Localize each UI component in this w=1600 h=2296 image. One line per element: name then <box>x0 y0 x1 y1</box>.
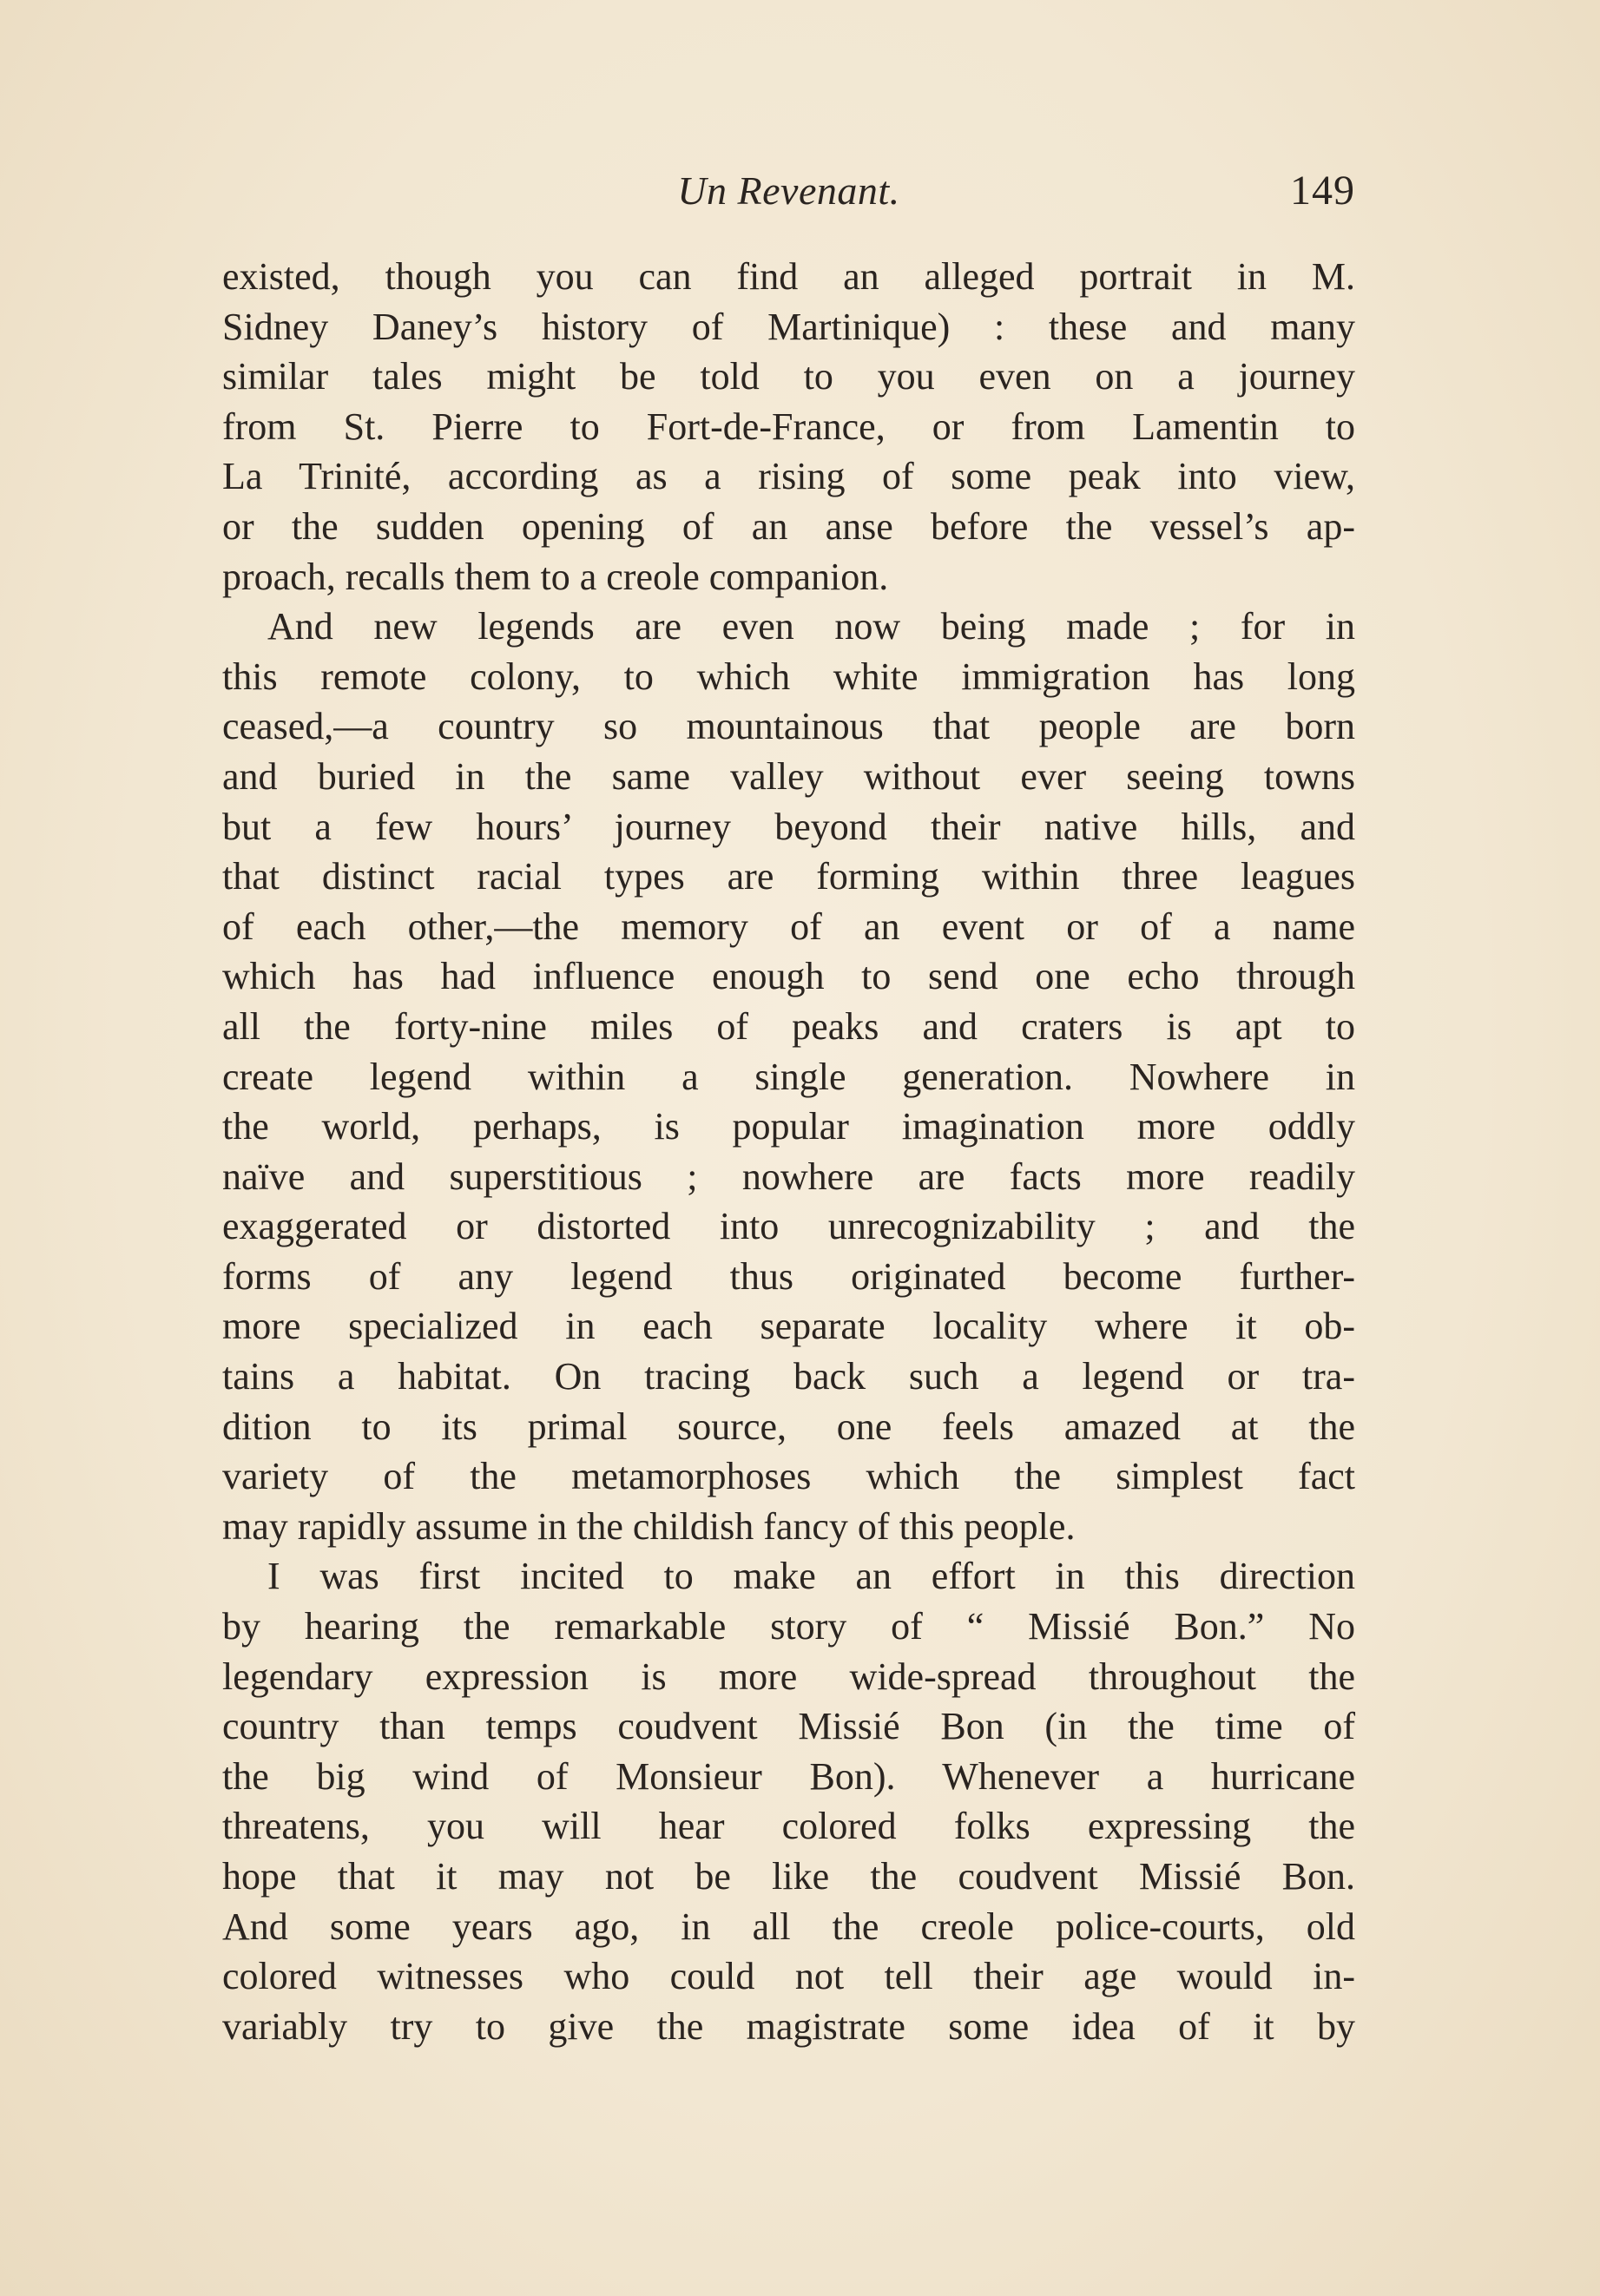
text-line: and buried in the same valley without ever seeing towns <box>222 754 1355 798</box>
text-line: proach, recalls them to a creole companion. <box>222 555 889 598</box>
text-line: variably try to give the magistrate some idea of it by <box>222 2004 1355 2048</box>
text-line: tains a habitat. On tracing back such a legend or tra- <box>222 1355 1355 1398</box>
text-line: And some years ago, in all the creole police-courts, old <box>222 1905 1355 1948</box>
text-line: or the sudden opening of an anse before the vessel’s ap- <box>222 504 1355 548</box>
text-line: create legend within a single generation. Nowhere in <box>222 1055 1355 1098</box>
text-line: I was first incited to make an effort in this direction <box>267 1555 1355 1598</box>
text-line: by hearing the remarkable story of “ Missié Bon.” No <box>222 1605 1355 1648</box>
text-line: exaggerated or distorted into unrecognizability ; and the <box>222 1205 1355 1248</box>
text-line: this remote colony, to which white immigration has long <box>222 655 1355 698</box>
text-line: Sidney Daney’s history of Martinique) : these and many <box>222 305 1355 348</box>
text-line: legendary expression is more wide-spread throughout the <box>222 1655 1355 1698</box>
text-line: but a few hours’ journey beyond their native hills, and <box>222 805 1355 848</box>
text-line: threatens, you will hear colored folks expressing the <box>222 1805 1355 1848</box>
text-line: ceased,—a country so mountainous that people are born <box>222 705 1355 748</box>
text-line: naïve and superstitious ; nowhere are facts more readily <box>222 1155 1355 1198</box>
text-line: the world, perhaps, is popular imagination more oddly <box>222 1105 1355 1148</box>
text-line: La Trinité, according as a rising of some peak into view, <box>222 455 1355 498</box>
text-line: may rapidly assume in the childish fancy of this people. <box>222 1504 1076 1548</box>
text-line: dition to its primal source, one feels amazed at the <box>222 1405 1355 1448</box>
text-line: existed, though you can find an alleged portrait in M. <box>222 255 1355 298</box>
text-line: similar tales might be told to you even on a journey <box>222 355 1355 398</box>
page-number: 149 <box>1290 168 1355 214</box>
text-line: variety of the metamorphoses which the simplest fact <box>222 1455 1355 1498</box>
text-line: country than temps coudvent Missié Bon (in the time of <box>222 1705 1355 1748</box>
running-title: Un Revenant. <box>677 168 900 213</box>
text-line: that distinct racial types are forming within three leagues <box>222 855 1355 898</box>
text-line: the big wind of Monsieur Bon). Whenever a hurricane <box>222 1754 1355 1798</box>
text-line: colored witnesses who could not tell their age would in- <box>222 1955 1355 1998</box>
text-line: forms of any legend thus originated become further- <box>222 1254 1355 1298</box>
body-text <box>222 252 1355 2051</box>
text-line: of each other,—the memory of an event or of a name <box>222 905 1355 948</box>
text-line: more specialized in each separate locality where it ob- <box>222 1305 1355 1348</box>
text-line: all the forty-nine miles of peaks and craters is apt to <box>222 1004 1355 1048</box>
text-line: which has had influence enough to send one echo through <box>222 955 1355 998</box>
text-line: from St. Pierre to Fort-de-France, or from Lamentin to <box>222 405 1355 448</box>
text-line: And new legends are even now being made ; for in <box>267 605 1355 648</box>
running-head <box>222 165 1355 226</box>
text-line: hope that it may not be like the coudvent Missié Bon. <box>222 1855 1355 1898</box>
